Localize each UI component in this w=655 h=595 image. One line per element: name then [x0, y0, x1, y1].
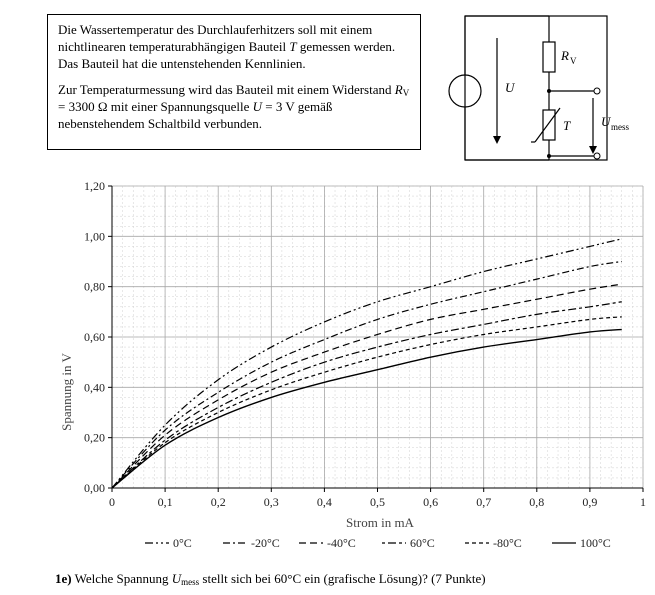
- question-text: stellt sich bei 60°C ein (grafische Lösung)? (7 Punkte): [199, 571, 486, 586]
- y-tick-labels: [84, 179, 112, 495]
- intro-text: gemessen werden. Das Bauteil hat die untenstehenden Kennlinien.: [58, 39, 396, 71]
- circuit-frame: [465, 16, 607, 160]
- intro-textbox: [47, 14, 421, 150]
- legend-label-3: 60°C: [410, 536, 435, 550]
- resistor-rv: [543, 42, 555, 72]
- x-axis-label: Strom in mA: [346, 515, 414, 530]
- y-axis-label: Spannung in V: [59, 353, 74, 431]
- y-tick-label: 0,20: [84, 430, 105, 445]
- legend-label-2: -40°C: [327, 536, 356, 550]
- series-line-5: [112, 329, 622, 488]
- thermistor-t: [543, 110, 555, 140]
- x-tick-label: 0,9: [582, 495, 598, 509]
- intro-text: = 3 V gemäß nebenstehendem Schaltbild verbunden.: [58, 99, 333, 131]
- y-tick-label: 1,20: [84, 179, 105, 193]
- x-tick-label: 0,4: [316, 495, 332, 509]
- thermistor-diagonal: [535, 108, 560, 142]
- label-umess-sub: mess: [611, 122, 629, 132]
- legend-label-0: 0°C: [173, 536, 192, 550]
- legend-label-5: 100°C: [580, 536, 611, 550]
- y-tick-label: 0,60: [84, 330, 105, 344]
- y-tick-label: 0,80: [84, 279, 105, 294]
- x-tick-label: 0,3: [263, 495, 279, 509]
- y-tick-label: 0,40: [84, 380, 105, 395]
- legend-label-4: -80°C: [493, 536, 522, 550]
- x-tick-label: 0,7: [476, 495, 492, 509]
- y-tick-label: 1,00: [84, 229, 105, 244]
- component-symbol-T: T: [289, 39, 297, 54]
- legend-label-1: -20°C: [251, 536, 280, 550]
- resistor-subscript: V: [402, 88, 410, 98]
- voltage-symbol: U: [252, 99, 263, 114]
- label-rv: R: [561, 48, 569, 63]
- x-tick-label: 1: [640, 495, 646, 509]
- x-tick-label: 0,8: [529, 495, 545, 509]
- question-symbol-u: U: [171, 571, 182, 586]
- x-tick-label: 0,6: [423, 495, 439, 509]
- x-tick-labels: [109, 488, 646, 509]
- circuit-diagram: [445, 14, 629, 164]
- y-tick-label: 0,00: [84, 481, 105, 495]
- label-u: U: [505, 80, 515, 95]
- chart-grid: [112, 186, 643, 488]
- x-tick-label: 0,2: [210, 495, 226, 509]
- question-1e: [55, 571, 486, 587]
- chart-legend: [145, 536, 611, 550]
- question-text: Welche Spannung: [71, 571, 172, 586]
- label-rv-sub: V: [570, 56, 577, 66]
- x-tick-label: 0,1: [157, 495, 173, 509]
- intro-text: Die Wassertemperatur des Durchlauferhitzers soll mit einem nichtlinearen temperaturabhängigen Bauteil: [58, 22, 373, 54]
- label-t: T: [563, 118, 571, 133]
- voltage-current-chart: [0, 172, 655, 567]
- intro-paragraph-2: [58, 81, 410, 132]
- intro-text: = 3300 Ω mit einer Spannungsquelle: [58, 99, 253, 114]
- label-umess: U: [601, 114, 611, 129]
- x-tick-label: 0,5: [370, 495, 385, 509]
- question-number: 1e): [55, 571, 72, 586]
- intro-paragraph-1: [58, 21, 410, 72]
- x-tick-label: 0: [109, 495, 115, 509]
- question-symbol-sub: mess: [181, 577, 200, 587]
- resistor-symbol: R: [394, 82, 403, 97]
- intro-text: Zur Temperaturmessung wird das Bauteil mit einem Widerstand: [58, 82, 395, 97]
